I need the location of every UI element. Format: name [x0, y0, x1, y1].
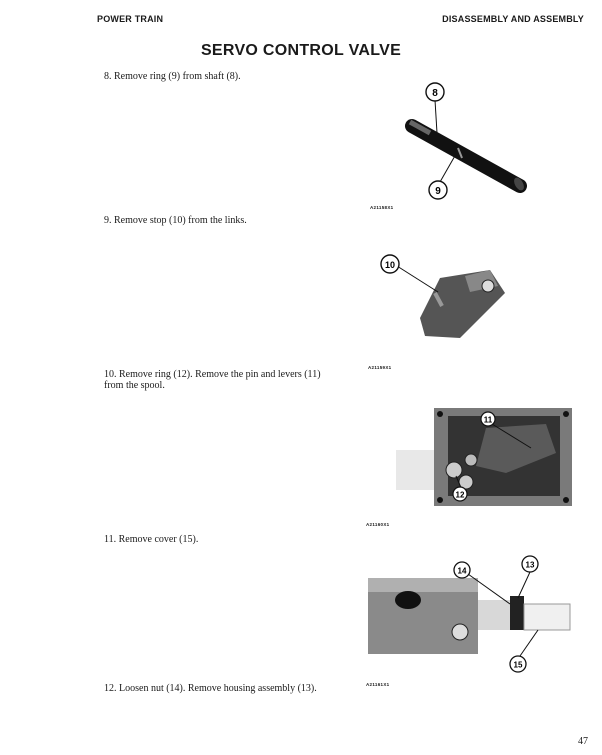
cover-15 [524, 604, 570, 630]
callout-10 [381, 255, 438, 292]
figure-housing-cover [360, 552, 580, 682]
header-section-title: POWER TRAIN [97, 14, 164, 24]
callout-13 [518, 556, 538, 598]
svg-text:11: 11 [483, 415, 493, 425]
svg-text:15: 15 [513, 660, 523, 670]
nut-14 [510, 596, 524, 630]
callout-15 [510, 630, 538, 672]
step-12-text: 12. Loosen nut (14). Remove housing assembly (13). [104, 683, 317, 694]
svg-text:9: 9 [435, 186, 441, 197]
step-8-text: 8. Remove ring (9) from shaft (8). [104, 71, 241, 82]
svg-text:12: 12 [455, 490, 465, 500]
figure-links-stop [370, 248, 530, 348]
step-11-text: 11. Remove cover (15). [104, 534, 199, 545]
svg-text:13: 13 [525, 560, 535, 570]
shaft-body [412, 126, 520, 186]
figure-caption-1: A21158X1 [370, 205, 394, 210]
svg-text:10: 10 [384, 260, 396, 270]
callout-9 [429, 154, 456, 199]
step-10-text: 10. Remove ring (12). Remove the pin and levers (11) from the spool. [104, 369, 321, 391]
page-number: 47 [578, 736, 588, 747]
callout-8 [426, 83, 444, 133]
figure-caption-4: A21161X1 [366, 682, 390, 687]
svg-text:8: 8 [432, 88, 438, 99]
figure-valve-levers [396, 398, 586, 518]
header-chapter-title: DISASSEMBLY AND ASSEMBLY [442, 14, 584, 24]
figure-caption-2: A21159X1 [368, 365, 392, 370]
figure-caption-3: A21160X1 [366, 522, 390, 527]
svg-text:14: 14 [457, 566, 467, 576]
page-title: SERVO CONTROL VALVE [200, 42, 402, 59]
step-9-text: 9. Remove stop (10) from the links. [104, 215, 247, 226]
figure-shaft-ring [380, 78, 540, 208]
